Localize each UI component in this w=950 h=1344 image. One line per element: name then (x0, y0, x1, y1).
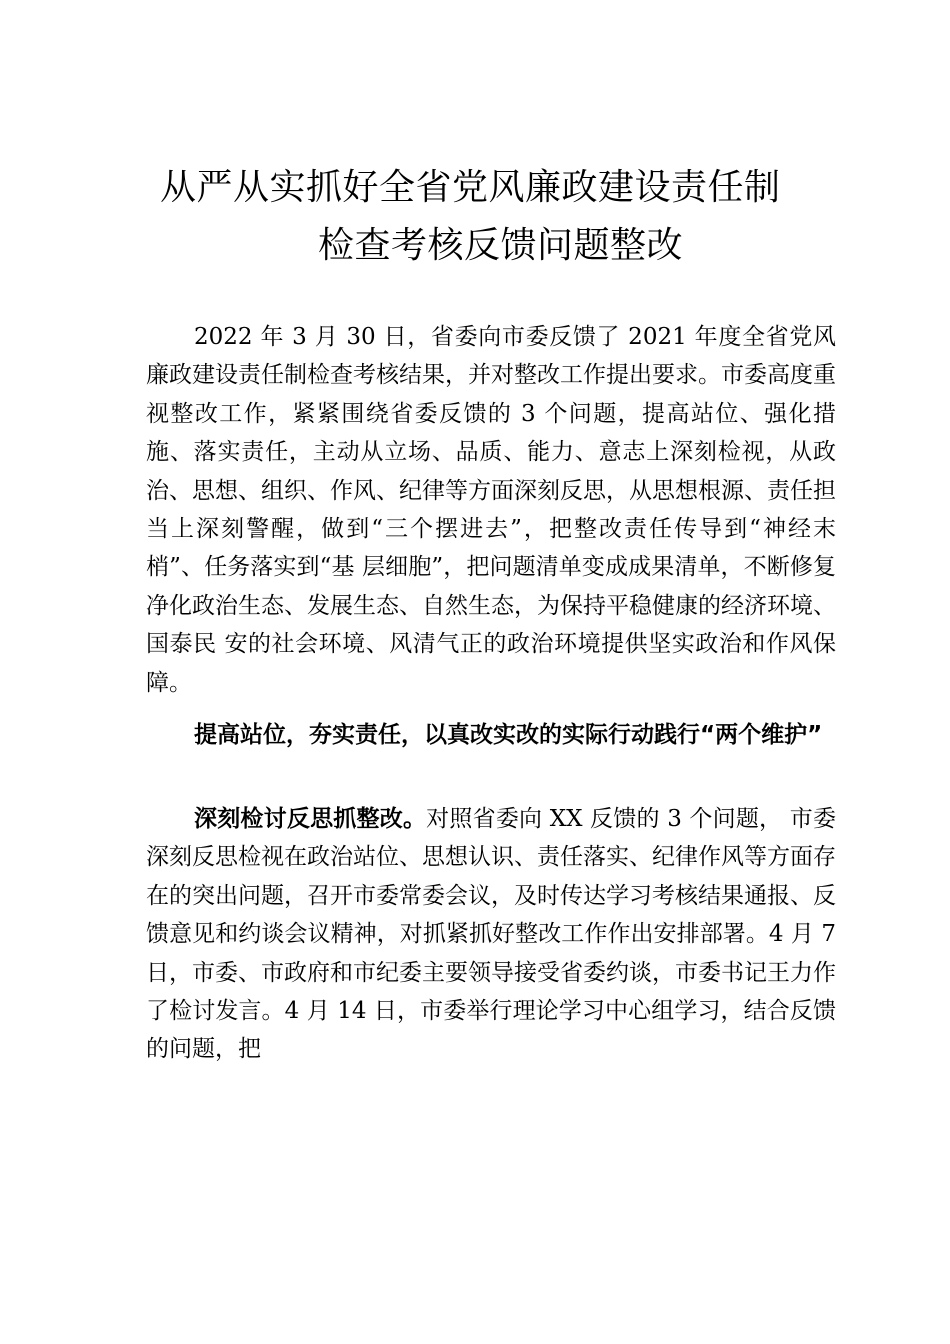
document-title-line-2: 检查考核反馈问题整改 (318, 225, 684, 266)
body-paragraph-intro: 2022 年 3 月 30 日，省委向市委反馈了 2021 年度全省党风廉政建设责任制检查考核结果，并对整改工作提出要求。市委高度重视整改工作，紧紧围绕省委反馈的 3 个问题，提高站位、强化措施、落实责任，主动从立场、品质、能力、意志上深刻检视，从政治、思想、组织、作风、纪律等方面深刻反思，从思想根源、责任担当上深刻警醒，做到“三个摆进去”，把整改责任传导到“神经末梢”、任务落实到“基 层细胞”，把问题清单变成成果清单，不断修复净化政治生态、发展生态、自然生态，为保持平稳健康的经济环境、国泰民 安的社会环境、风清气正的政治环境提供坚实政治和作风保 障。 (146, 324, 836, 696)
document-title-line-1: 从严从实抓好全省党风廉政建设责任制 (160, 167, 781, 208)
paragraph-body-text: 对照省委向 XX 反馈的 3 个问题， 市委深刻反思检视在政治站位、思想认识、责任落实、纪律作风等方面存在的突出问题，召开市委常委会议，及时传达学习考核结果通报、反馈意见和约谈会议精神，对抓紧抓好整改工作作出安排部署。4 月 7 日，市委、市政府和市纪委主要领导接受省委约谈，市委书记王力作了检讨发言。4 月 14 日，市委举行理论学习中心组学习，结合反馈的问题，把 (146, 806, 837, 1063)
body-paragraph-rectification (146, 800, 836, 1069)
section-heading: 提高站位，夯实责任，以真改实改的实际行动践行“两个维护” (194, 722, 823, 748)
paragraph-lead-phrase: 深刻检讨反思抓整改。 (194, 806, 427, 832)
